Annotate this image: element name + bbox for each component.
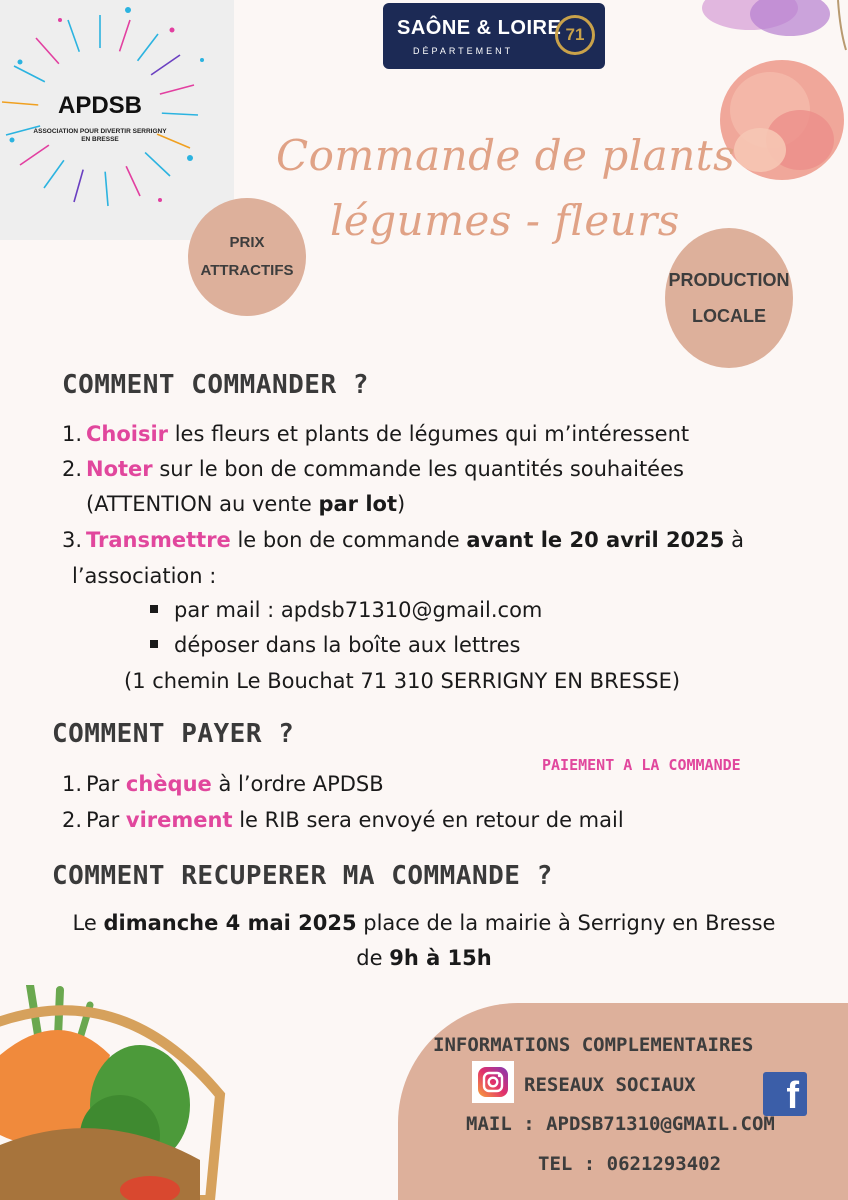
apdsb-logo [0, 0, 234, 240]
section-heading-payment: COMMENT PAYER ? [52, 719, 295, 749]
note-close: ) [397, 492, 406, 516]
payment-item-1 [62, 770, 384, 798]
order-step-1 [62, 420, 689, 448]
item-number: 2. [62, 808, 83, 832]
order-step-2-note [86, 490, 405, 518]
contact-mail-bullet: par mail : apdsb71310@gmail.com [174, 598, 543, 622]
badge-prix-attractifs [188, 198, 306, 316]
step-text: sur le bon de commande les quantités souhaitées [152, 457, 684, 481]
logo-subtitle: ASSOCIATION POUR DIVERTIR SERRIGNY EN BRESSE [33, 128, 167, 143]
item-text-end: à l’ordre APDSB [211, 772, 384, 796]
item-text-end: le RIB sera envoyé en retour de mail [232, 808, 624, 832]
info-phone[interactable]: TEL : 0621293402 [538, 1153, 722, 1175]
step-number: 1. [62, 422, 83, 446]
department-name: SAÔNE & LOIRE [397, 17, 562, 39]
facebook-icon[interactable]: f [763, 1072, 807, 1116]
fireworks-graphic [0, 0, 234, 240]
step-text: le bon de commande [230, 528, 467, 552]
order-step-3 [62, 526, 744, 554]
department-logo [383, 3, 605, 69]
instagram-glyph [477, 1066, 509, 1098]
order-step-2 [62, 455, 684, 483]
item-text: Par [86, 772, 126, 796]
page-title-line-1: Commande de plants [276, 131, 736, 180]
badge-prix-line-1: PRIX [229, 234, 265, 251]
logo-title: APDSB [57, 92, 142, 119]
pickup-line-2 [0, 946, 848, 970]
page-title-line-2: légumes - fleurs [330, 196, 680, 245]
item-text: Par [86, 808, 126, 832]
order-step-3-cont: l’association : [72, 564, 217, 588]
bullet-icon [150, 605, 158, 613]
step-keyword: Transmettre [86, 528, 231, 552]
badge-production-line-2: LOCALE [692, 306, 766, 326]
step-number: 3. [62, 528, 83, 552]
deadline-date: avant le 20 avril 2025 [466, 528, 725, 552]
item-keyword: chèque [125, 772, 212, 796]
pickup-place: place de la mairie à Serrigny en Bresse [356, 911, 776, 935]
pickup-text: de [356, 946, 390, 970]
pickup-date: dimanche 4 mai 2025 [103, 911, 357, 935]
step-keyword: Choisir [86, 422, 169, 446]
badge-production-locale [665, 228, 793, 368]
payment-item-2 [62, 806, 624, 834]
department-subtitle: DÉPARTEMENT [413, 46, 514, 56]
vegetable-basket-icon [0, 985, 240, 1200]
step-text: les fleurs et plants de légumes qui m’intéressent [168, 422, 690, 446]
instagram-icon[interactable] [472, 1061, 514, 1103]
mailbox-address: (1 chemin Le Bouchat 71 310 SERRIGNY EN BRESSE) [124, 669, 681, 693]
section-heading-pickup: COMMENT RECUPERER MA COMMANDE ? [52, 861, 553, 891]
item-keyword: virement [125, 808, 233, 832]
pickup-hours: 9h à 15h [389, 946, 492, 970]
step-text-end: à [724, 528, 744, 552]
department-number-emblem: 71 [555, 15, 595, 55]
badge-production-line-1: PRODUCTION [668, 270, 790, 290]
payment-note: PAIEMENT A LA COMMANDE [542, 756, 741, 774]
step-keyword: Noter [86, 457, 153, 481]
note-bold: par lot [318, 492, 398, 516]
note-text: (ATTENTION au vente [86, 492, 319, 516]
badge-prix-line-2: ATTRACTIFS [200, 262, 294, 279]
pickup-line-1 [0, 911, 848, 935]
info-social-networks: RESEAUX SOCIAUX [524, 1074, 696, 1096]
step-number: 2. [62, 457, 83, 481]
mailbox-bullet: déposer dans la boîte aux lettres [174, 633, 521, 657]
info-mail[interactable]: MAIL : APDSB71310@GMAIL.COM [466, 1113, 775, 1135]
pickup-text: Le [72, 911, 104, 935]
item-number: 1. [62, 772, 83, 796]
bullet-icon [150, 640, 158, 648]
section-heading-order: COMMENT COMMANDER ? [62, 370, 369, 400]
info-title: INFORMATIONS COMPLEMENTAIRES [433, 1034, 754, 1056]
